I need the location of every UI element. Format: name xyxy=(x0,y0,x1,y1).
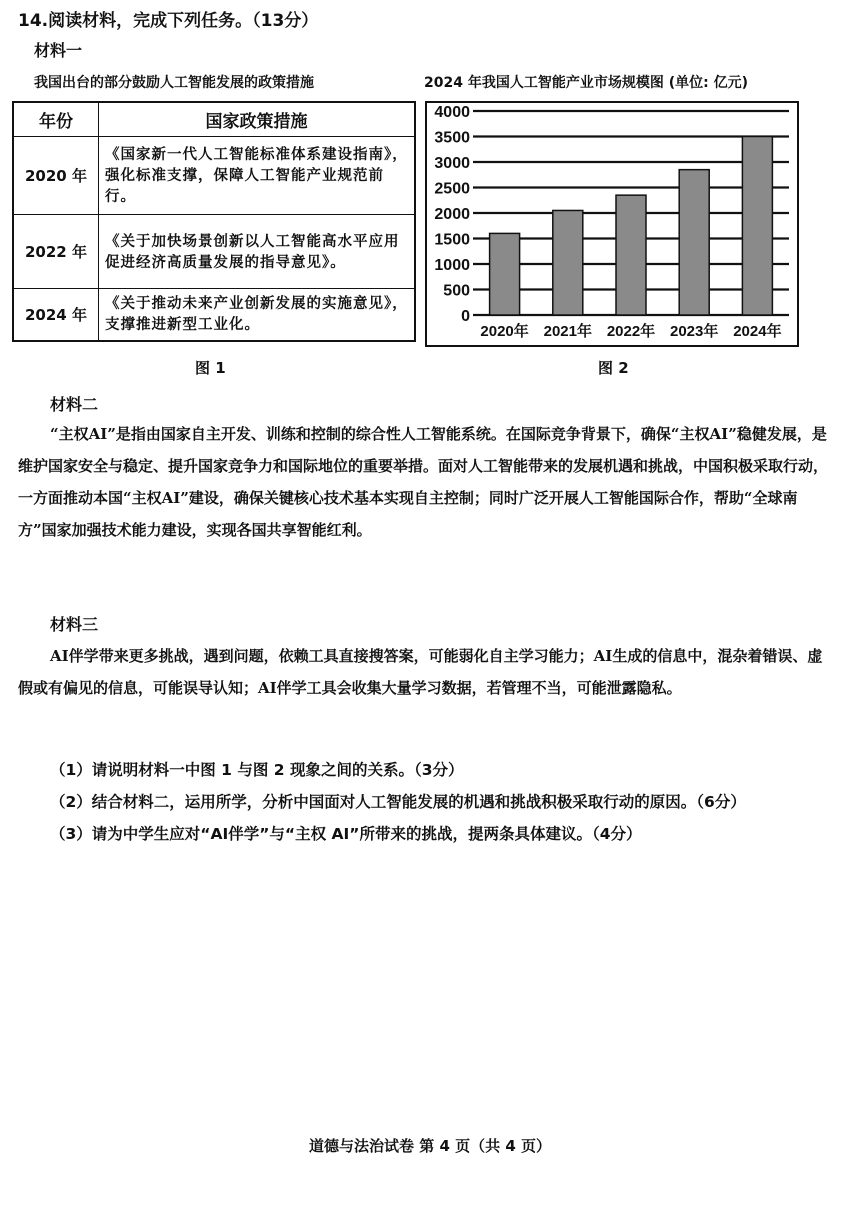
bar xyxy=(679,170,709,315)
table-row xyxy=(13,215,415,289)
market-size-chart xyxy=(425,101,799,347)
bar xyxy=(553,210,583,315)
page-footer: 道德与法治试卷 第 4 页（共 4 页） xyxy=(309,1137,551,1155)
table-cell-year: 2020 年 xyxy=(13,137,99,215)
y-tick-label: 1000 xyxy=(434,257,470,274)
y-tick-label: 0 xyxy=(461,308,470,325)
table-caption: 我国出台的部分鼓励人工智能发展的政策措施 xyxy=(34,75,314,91)
bar xyxy=(742,137,772,316)
y-tick-label: 3500 xyxy=(434,129,470,147)
table-header-row xyxy=(13,102,415,137)
table-cell-measure: 《关于推动未来产业创新发展的实施意见》，支撑推进新型工业化。 xyxy=(99,289,416,341)
material2-text xyxy=(18,418,828,546)
question-title: 14.阅读材料，完成下列任务。（13分） xyxy=(18,11,319,31)
material2-label: 材料二 xyxy=(50,395,99,414)
table-cell-year: 2024 年 xyxy=(13,289,99,341)
table-header-measure: 国家政策措施 xyxy=(99,102,416,137)
question-3: （3）请为中学生应对“AI伴学”与“主权 AI”所带来的挑战，提两条具体建议。（4分） xyxy=(50,825,642,843)
chart-caption: 2024 年我国人工智能产业市场规模图 (单位: 亿元) xyxy=(424,75,748,91)
table-row xyxy=(13,289,415,341)
question-2: （2）结合材料二，运用所学，分析中国面对人工智能发展的机遇和挑战积极采取行动的原因。（6分） xyxy=(50,793,746,811)
material2-paragraph: “主权AI”是指由国家自主开发、训练和控制的综合性人工智能系统。在国际竞争背景下，确保“主权AI”稳健发展，是维护国家安全与稳定、提升国家竞争力和国际地位的重要举措。面对人工智能带来的发展机遇和挑战，中国积极采取行动，一方面推动本国“主权AI”建设，确保关键核心技术基本实现自主控制；同时广泛开展人工智能国际合作，帮助“全球南方”国家加强技术能力建设，实现各国共享智能红利。 xyxy=(18,425,829,539)
table-header-year: 年份 xyxy=(13,102,99,137)
x-tick-label: 2020年 xyxy=(480,323,529,340)
y-tick-label: 2500 xyxy=(434,180,470,198)
figure2-caption: 图 2 xyxy=(598,359,629,377)
bar xyxy=(490,233,520,315)
table-cell-measure: 《关于加快场景创新以人工智能高水平应用促进经济高质量发展的指导意见》。 xyxy=(99,215,416,289)
question-1: （1）请说明材料一中图 1 与图 2 现象之间的关系。（3分） xyxy=(50,761,464,779)
material1-label: 材料一 xyxy=(34,41,83,60)
questions xyxy=(18,754,828,850)
figure1-caption: 图 1 xyxy=(195,359,226,377)
table-cell-measure: 《国家新一代人工智能标准体系建设指南》，强化标准支撑，保障人工智能产业规范前行。 xyxy=(99,137,416,215)
x-tick-label: 2024年 xyxy=(733,323,782,340)
table-row xyxy=(13,137,415,215)
y-tick-label: 3000 xyxy=(434,155,470,172)
y-tick-label: 500 xyxy=(443,282,470,300)
material3-paragraph: AI伴学带来更多挑战，遇到问题，依赖工具直接搜答案，可能弱化自主学习能力；AI生成的信息中，混杂着错误、虚假或有偏见的信息，可能误导认知；AI伴学工具会收集大量学习数据，若管理不当，可能泄露隐私。 xyxy=(18,647,823,697)
material3-label: 材料三 xyxy=(50,615,99,634)
table-cell-year: 2022 年 xyxy=(13,215,99,289)
y-tick-label: 4000 xyxy=(434,104,470,121)
material3-text xyxy=(18,640,828,704)
policy-table xyxy=(12,101,416,342)
bar-chart-svg xyxy=(427,103,797,345)
x-tick-label: 2021年 xyxy=(543,323,592,340)
y-tick-label: 2000 xyxy=(434,206,470,223)
x-tick-label: 2023年 xyxy=(670,323,719,340)
bar xyxy=(616,195,646,315)
y-tick-label: 1500 xyxy=(434,231,470,249)
x-tick-label: 2022年 xyxy=(606,323,656,340)
